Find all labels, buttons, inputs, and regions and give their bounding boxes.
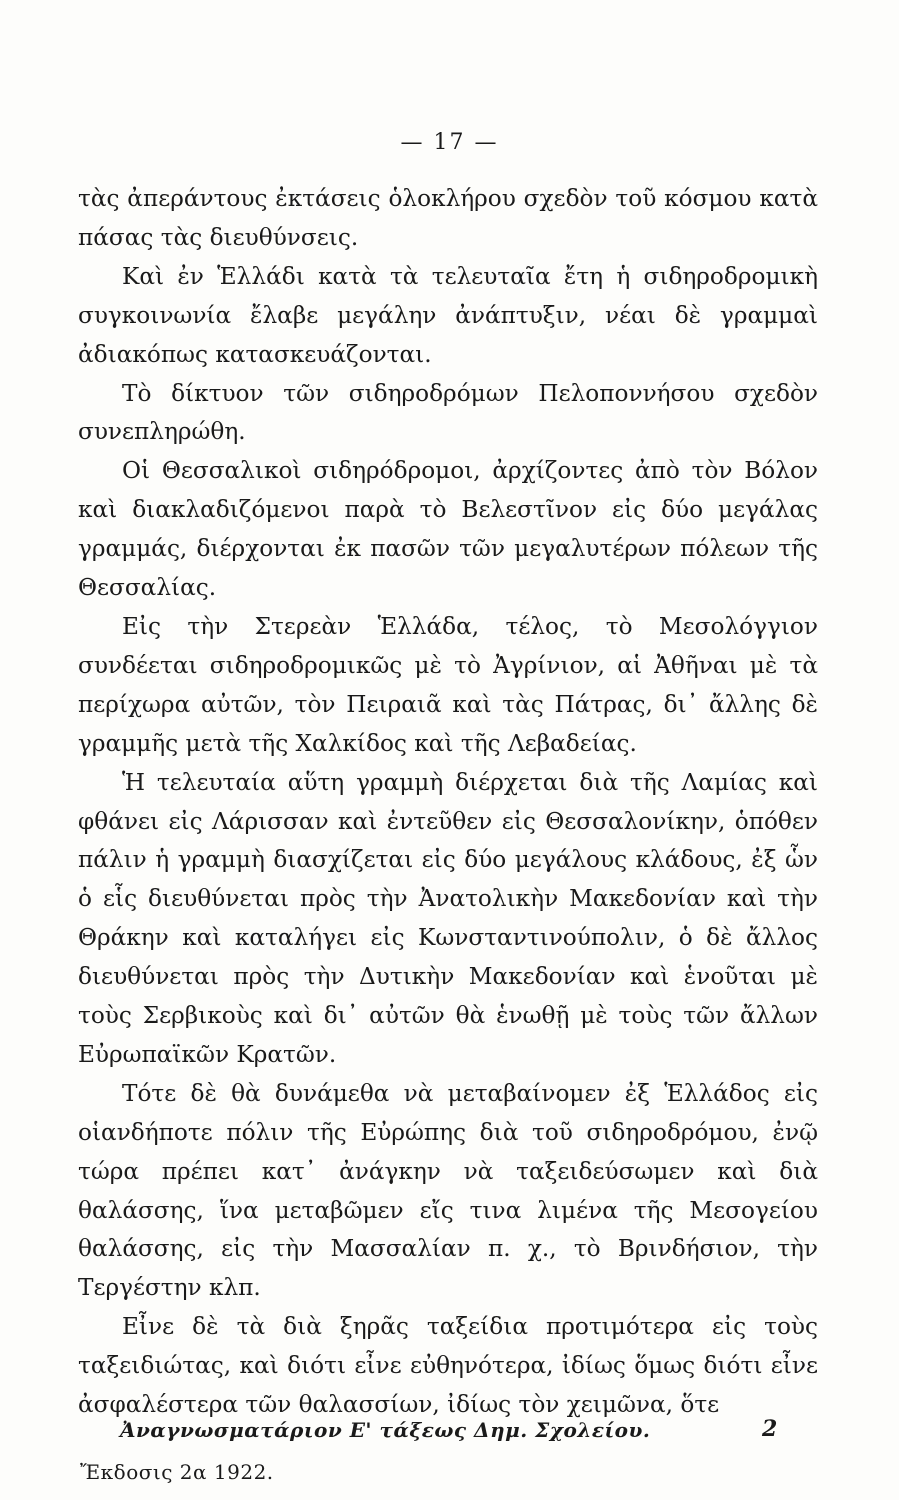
paragraph: Εἶνε δὲ τὰ διὰ ξηρᾶς ταξείδια προτιμότερα εἰς τοὺς ταξειδιώτας, καὶ διότι εἶνε εὐθηνότερα, ἰδίως ὅμως διότι εἶνε ἀσφαλέστερα τῶν θαλασσίων, ἰδίως τὸν χειμῶνα, ὅτε	[78, 1313, 818, 1419]
paragraph: Τὸ δίκτυον τῶν σιδηροδρόμων Πελοποννήσου σχεδὸν συνεπληρώθη.	[78, 379, 818, 446]
paragraph: Εἰς τὴν Στερεὰν Ἑλλάδα, τέλος, τὸ Μεσολόγγιον συνδέεται σιδηροδρομικῶς μὲ τὸ Ἀγρίνιον, αἱ Ἀθῆναι μὲ τὰ περίχωρα αὐτῶν, τὸν Πειραιᾶ καὶ τὰς Πάτρας, δι᾽ ἄλλης δὲ γραμμῆς μετὰ τῆς Χαλκίδος καὶ τῆς Λεβαδείας.	[78, 612, 818, 757]
page-number: — 17 —	[400, 130, 499, 155]
paragraph: τὰς ἀπεράντους ἐκτάσεις ὁλοκλήρου σχεδὸν τοῦ κόσμου κατὰ πάσας τὰς διευθύνσεις.	[78, 185, 818, 251]
paragraph: Οἱ Θεσσαλικοὶ σιδηρόδρομοι, ἀρχίζοντες ἀπὸ τὸν Βόλον καὶ διακλαδιζόμενοι παρὰ τὸ Βελεστῖνον εἰς δύο μεγάλας γραμμάς, διέρχονται ἐκ πασῶν τῶν μεγαλυτέρων πόλεων τῆς Θεσσαλίας.	[78, 457, 818, 602]
paragraph: Καὶ ἐν Ἑλλάδι κατὰ τὰ τελευταῖα ἔτη ἡ σιδηροδρομικὴ συγκοινωνία ἔλαβε μεγάλην ἀνάπτυξιν, νέαι δὲ γραμμαὶ ἀδιακόπως κατασκευάζονται.	[78, 262, 818, 368]
footer-book-title: Ἀναγνωσματάριον Ε' τάξεως Δημ. Σχολείου.	[120, 1418, 651, 1442]
edition-note: Ἔκδοσις 2α 1922.	[80, 1460, 274, 1484]
paragraph: Ἡ τελευταία αὕτη γραμμὴ διέρχεται διὰ τῆς Λαμίας καὶ φθάνει εἰς Λάρισσαν καὶ ἐντεῦθεν εἰς Θεσσαλονίκην, ὁπόθεν πάλιν ἡ γραμμὴ διασχίζεται εἰς δύο μεγάλους κλάδους, ἐξ ὧν ὁ εἷς διευθύνεται πρὸς τὴν Ἀνατολικὴν Μακεδονίαν καὶ τὴν Θράκην καὶ καταλήγει εἰς Κωνσταντινούπολιν, ὁ δὲ ἄλλος διευθύνεται πρὸς τὴν Δυτικὴν Μακεδονίαν καὶ ἑνοῦται μὲ τοὺς Σερβικοὺς καὶ δι᾽ αὐτῶν θὰ ἑνωθῇ μὲ τοὺς τῶν ἄλλων Εὐρωπαϊκῶν Κρατῶν.	[78, 768, 818, 1068]
body-text	[78, 180, 818, 1425]
signature-mark: 2	[762, 1416, 778, 1442]
paragraph: Τότε δὲ θὰ δυνάμεθα νὰ μεταβαίνομεν ἐξ Ἑλλάδος εἰς οἱανδήποτε πόλιν τῆς Εὐρώπης διὰ τοῦ σιδηροδρόμου, ἐνῷ τώρα πρέπει κατ᾽ ἀνάγκην νὰ ταξειδεύσωμεν καὶ διὰ θαλάσσης, ἵνα μεταβῶμεν εἴς τινα λιμένα τῆς Μεσογείου θαλάσσης, εἰς τὴν Μασσαλίαν π. χ., τὸ Βρινδήσιον, τὴν Τεργέστην κλπ.	[78, 1079, 818, 1302]
